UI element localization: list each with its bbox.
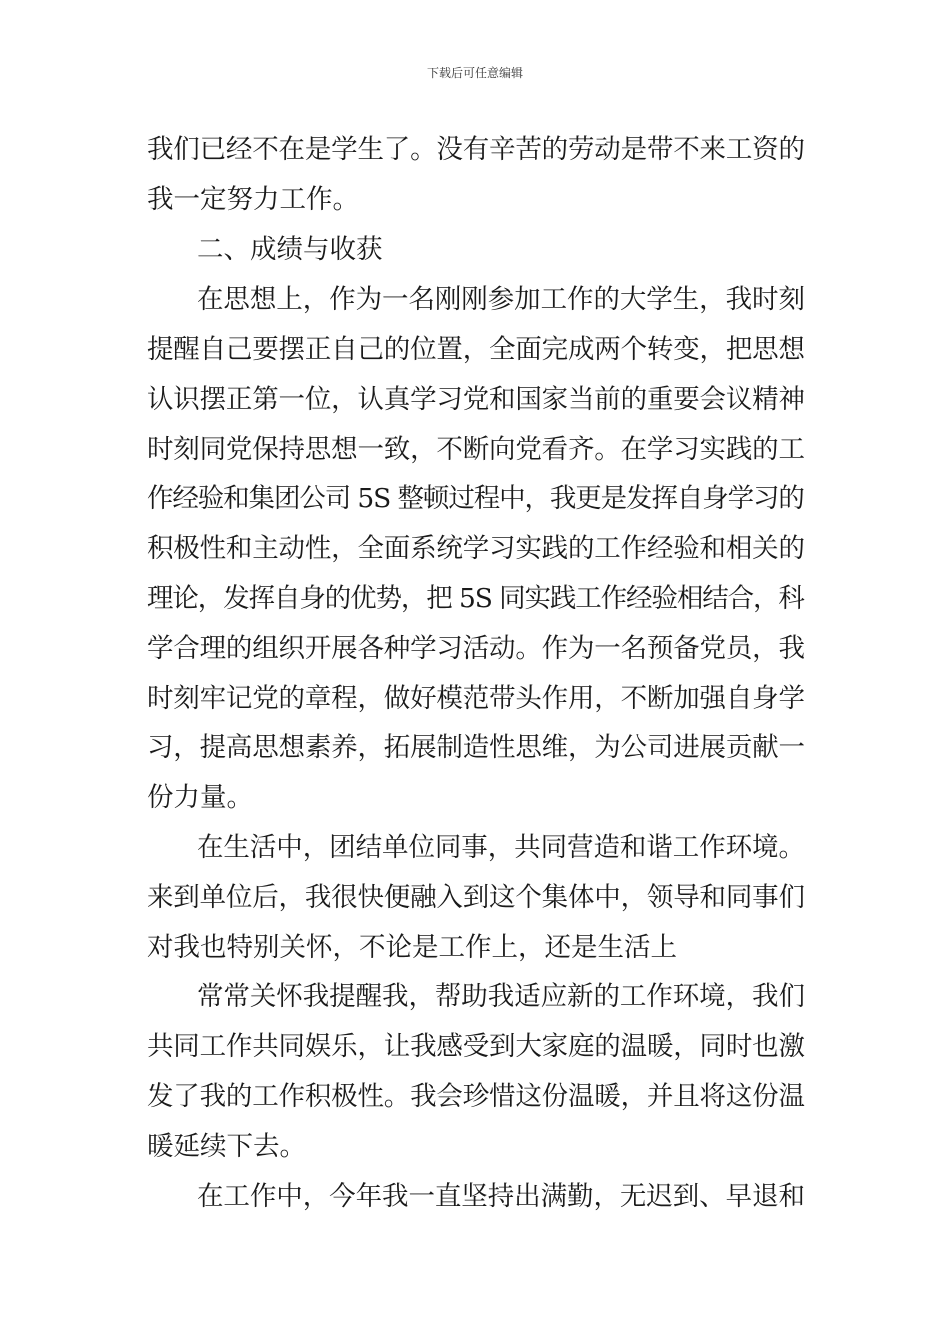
page-header: 下载后可任意编辑 — [426, 66, 523, 80]
text-line: 对我也特别关怀，不论是工作上，还是生活上 — [147, 932, 677, 963]
text-line: 发了我的工作积极性。我会珍惜这份温暖，并且将这份温 — [147, 1081, 805, 1112]
text-line: 积极性和主动性，全面系统学习实践的工作经验和相关的 — [147, 533, 805, 564]
text-line: 我一定努力工作。 — [147, 184, 359, 215]
text-line: 在工作中，今年我一直坚持出满勤，无迟到、早退和 — [197, 1181, 805, 1212]
text-line: 在思想上，作为一名刚刚参加工作的大学生，我时刻 — [197, 284, 805, 315]
text-line: 认识摆正第一位，认真学习党和国家当前的重要会议精神 — [147, 384, 805, 415]
text-line: 在生活中，团结单位同事，共同营造和谐工作环境。 — [197, 832, 805, 863]
text-line: 我们已经不在是学生了。没有辛苦的劳动是带不来工资的 — [147, 134, 805, 165]
text-line: 暖延续下去。 — [147, 1131, 306, 1162]
text-line: 来到单位后，我很快便融入到这个集体中，领导和同事们 — [147, 882, 805, 913]
text-line: 作经验和集团公司 5S 整顿过程中，我更是发挥自身学习的 — [147, 483, 804, 514]
text-line: 习，提高思想素养，拓展制造性思维，为公司进展贡献一 — [147, 732, 805, 763]
text-line: 常常关怀我提醒我，帮助我适应新的工作环境，我们 — [197, 981, 805, 1012]
text-line: 时刻牢记党的章程，做好模范带头作用，不断加强自身学 — [147, 683, 805, 714]
text-line: 共同工作共同娱乐，让我感受到大家庭的温暖，同时也激 — [147, 1031, 805, 1062]
text-line: 提醒自己要摆正自己的位置，全面完成两个转变，把思想 — [147, 334, 805, 365]
text-line: 时刻同党保持思想一致，不断向党看齐。在学习实践的工 — [147, 434, 805, 465]
text-line: 学合理的组织开展各种学习活动。作为一名预备党员，我 — [147, 633, 805, 664]
text-line: 份力量。 — [147, 782, 253, 813]
section-heading: 二、成绩与收获 — [197, 234, 383, 265]
text-line: 理论，发挥自身的优势，把 5S 同实践工作经验相结合，科 — [147, 583, 804, 614]
